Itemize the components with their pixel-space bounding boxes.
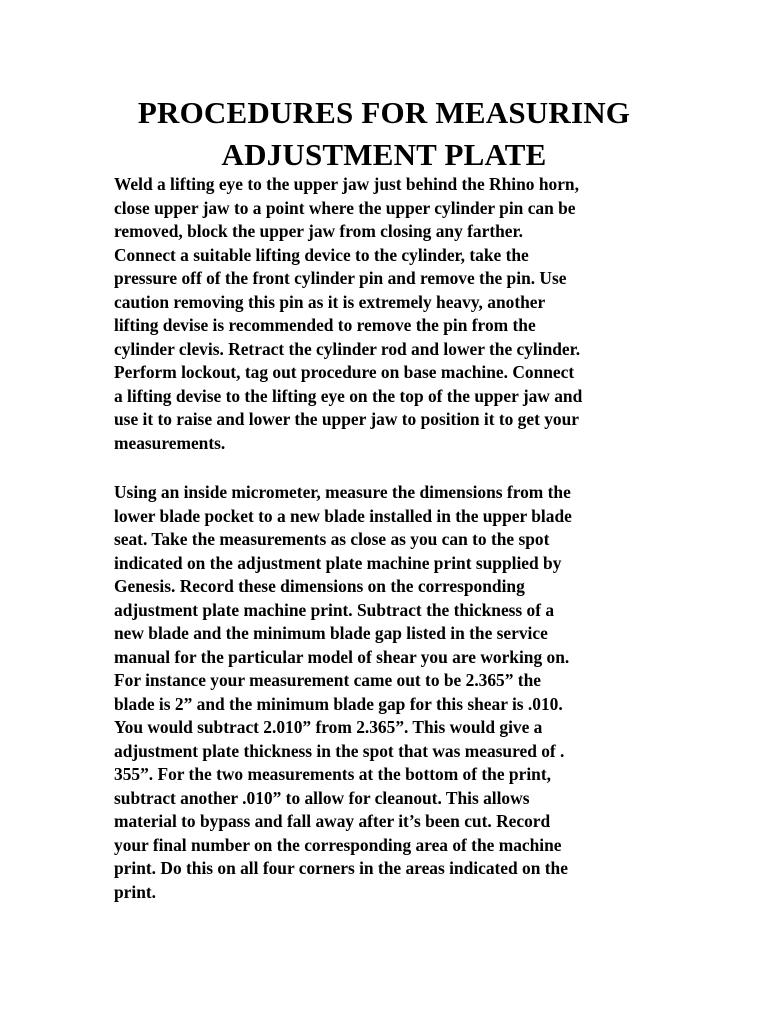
paragraph-measurement-procedure: Using an inside micrometer, measure the dimensions from the lower blade pocket to a new blade installed in the upper blade seat. Take the measurements as close as you can to the spot indicated on the adjustment plate machine print supplied by Genesis. Record these dimensions on the corresponding adjustment plate machine print. Subtract the thickness of a new blade and the minimum blade gap listed in the service manual for the particular model of shear you are working on. For instance your measurement came out to be 2.365” the blade is 2” and the minimum blade gap for this shear is .010. You would subtract 2.010” from 2.365”. This would give a adjustment plate thickness in the spot that was measured of . 355”. For the two measurements at the bottom of the print, subtract another .010” to allow for cleanout. This allows material to bypass and fall away after it’s been cut. Record your final number on the corresponding area of the machine print. Do this on all four corners in the areas indicated on the print.: [114, 482, 572, 902]
title-line-2: ADJUSTMENT PLATE: [221, 137, 547, 172]
title-line-1: PROCEDURES FOR MEASURING: [137, 95, 631, 130]
paragraph-lifting-procedure: Weld a lifting eye to the upper jaw just behind the Rhino horn, close upper jaw to a point where the upper cylinder pin can be removed, block the upper jaw from closing any farther. Connect a suitable lifting device to the cylinder, take the pressure off of the front cylinder pin and remove the pin. Use caution removing this pin as it is extremely heavy, another lifting devise is recommended to remove the pin from the cylinder clevis. Retract the cylinder rod and lower the cylinder. Perform lockout, tag out procedure on base machine. Connect a lifting devise to the lifting eye on the top of the upper jaw and use it to raise and lower the upper jaw to position it to get your measurements.: [114, 174, 583, 453]
page-title: [40, 92, 728, 176]
